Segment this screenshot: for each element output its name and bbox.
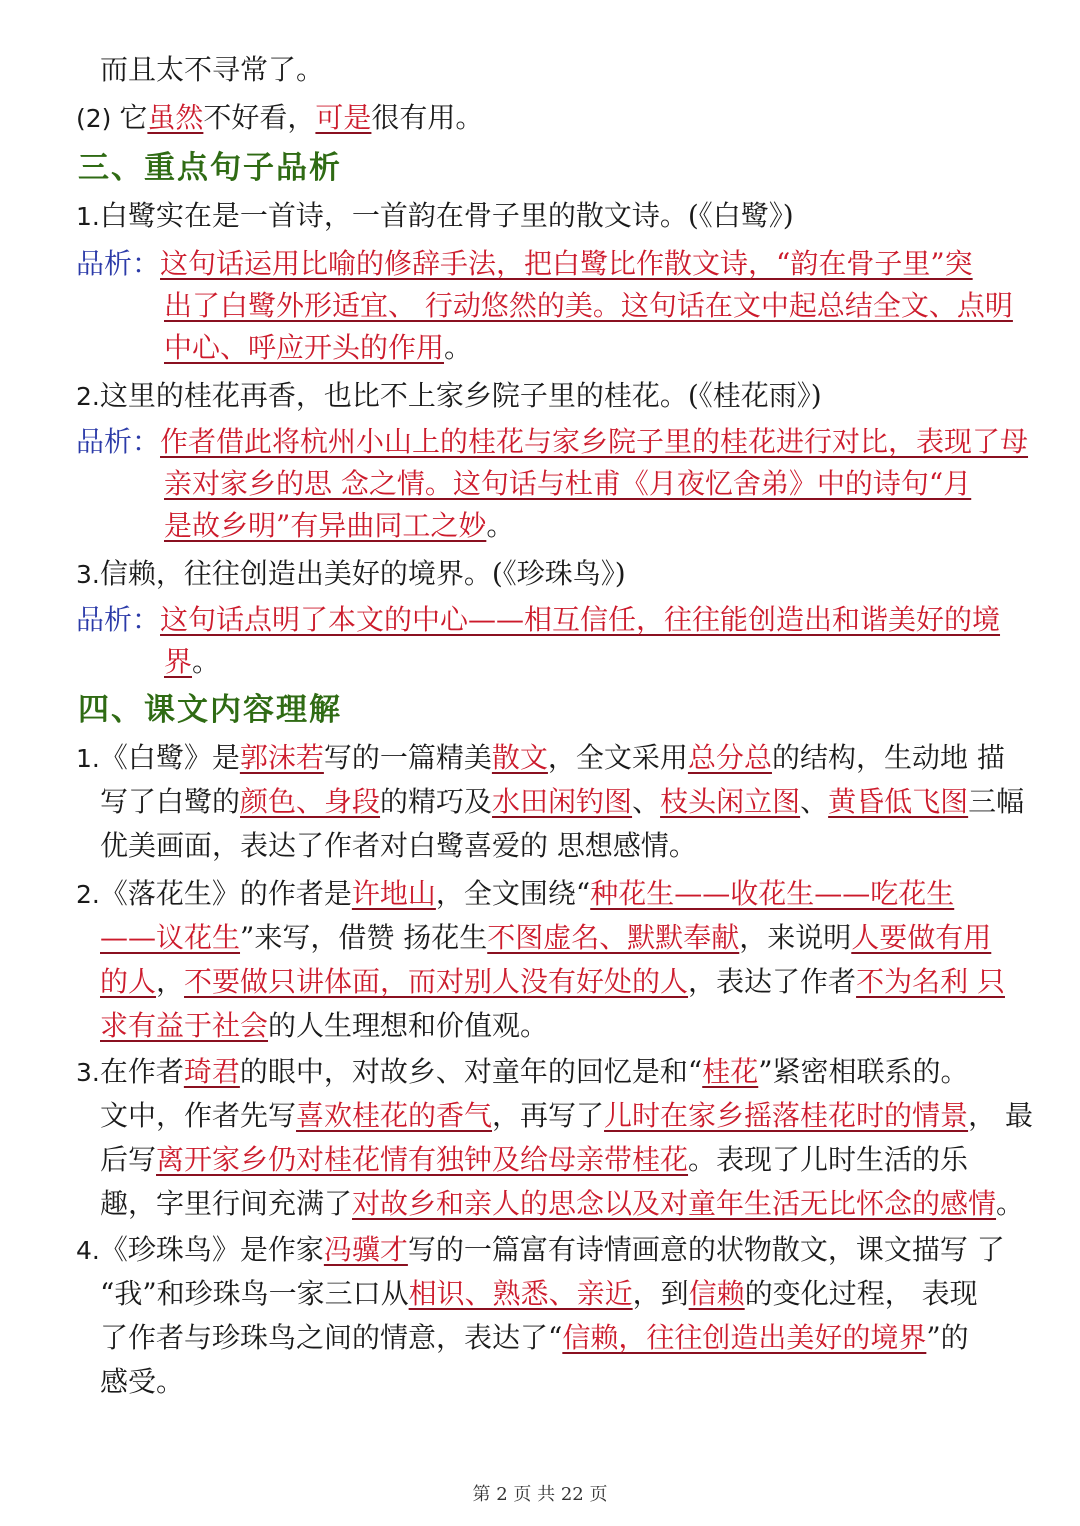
text-segment: ， <box>156 965 185 998</box>
text-segment: 。 <box>486 509 515 542</box>
answer-highlight: 信赖，往往创造出美好的境界 <box>562 1321 927 1354</box>
section-heading: 三、重点句子品析 <box>78 150 342 186</box>
text-segment: 、 <box>800 785 829 818</box>
text-line <box>100 1318 969 1358</box>
text-line <box>164 464 971 504</box>
text-segment: 写的一篇精美 <box>323 741 492 774</box>
text-segment: 信赖，往往创造出美好的境界。(《珍珠鸟》) <box>99 557 626 590</box>
text-segment: 《落花生》的作者是 <box>99 877 352 910</box>
answer-highlight: 不要做只讲体面，而对别人没有好处的人 <box>184 965 689 998</box>
answer-highlight: 出了白鹭外形适宜、 行动悠然的美。这句话在文中起总结全文、点明 <box>164 289 1013 322</box>
text-line <box>100 782 1024 822</box>
text-line <box>76 600 1000 640</box>
text-line <box>76 874 954 915</box>
text-line <box>100 826 697 866</box>
analysis-label: 品析： <box>76 247 161 280</box>
text-line <box>100 1362 184 1402</box>
text-segment: 1. <box>76 744 100 773</box>
text-segment: 这里的桂花再香，也比不上家乡院子里的桂花。(《桂花雨》) <box>99 379 822 412</box>
text-line <box>76 1052 969 1093</box>
text-line <box>76 554 626 595</box>
text-segment: ，来说明 <box>739 921 852 954</box>
text-segment: 2. <box>76 382 100 411</box>
text-segment: 《白鹭》是 <box>99 741 240 774</box>
text-segment: 写的一篇富有诗情画意的状物散文，课文描写 了 <box>407 1233 1005 1266</box>
text-segment: 的结构，生动地 描 <box>771 741 1005 774</box>
answer-highlight: 求有益于社会 <box>100 1009 269 1042</box>
text-line <box>76 376 822 417</box>
text-segment: 。 <box>192 645 221 678</box>
text-segment: “我”和珍珠鸟一家三口从 <box>100 1277 409 1310</box>
text-segment: ，到 <box>632 1277 689 1310</box>
text-line <box>164 286 1013 326</box>
answer-highlight: 不图虚名、默默奉献 <box>487 921 740 954</box>
answer-highlight: 人要做有用 <box>851 921 992 954</box>
text-segment: 感受。 <box>100 1365 185 1398</box>
text-segment: 。表现了儿时生活的乐 <box>688 1143 969 1176</box>
answer-highlight: 黄昏低飞图 <box>828 785 969 818</box>
text-line <box>164 642 220 682</box>
text-segment: 文中，作者先写 <box>100 1099 297 1132</box>
answer-highlight: 中心、呼应开头的作用 <box>164 331 445 364</box>
text-segment: ， 最 <box>968 1099 1033 1132</box>
answer-highlight: 对故乡和亲人的思念以及对童年生活无比怀念的感情 <box>352 1187 997 1220</box>
text-segment: 。 <box>444 331 473 364</box>
answer-highlight: 相识、熟悉、亲近 <box>408 1277 633 1310</box>
text-line <box>100 1140 968 1180</box>
text-segment: 3. <box>76 1058 100 1087</box>
text-line <box>76 422 1028 462</box>
analysis-label: 品析： <box>76 603 161 636</box>
text-segment: ”的 <box>926 1321 969 1354</box>
text-line <box>100 50 324 90</box>
answer-highlight: 儿时在家乡摇落桂花时的情景 <box>604 1099 969 1132</box>
text-segment: 它 <box>119 101 148 134</box>
text-segment: 了作者与珍珠鸟之间的情意，表达了“ <box>100 1321 563 1354</box>
answer-highlight: 离开家乡仍对桂花情有独钟及给母亲带桂花 <box>156 1143 689 1176</box>
answer-highlight: 喜欢桂花的香气 <box>296 1099 493 1132</box>
text-line <box>100 962 1005 1002</box>
answer-highlight: 可是 <box>315 101 372 134</box>
answer-highlight: 枝头闲立图 <box>660 785 801 818</box>
answer-highlight: 水田闲钓图 <box>492 785 633 818</box>
answer-highlight: 这句话运用比喻的修辞手法，把白鹭比作散文诗，“韵在骨子里”突 <box>160 247 973 280</box>
text-segment: 4. <box>76 1236 100 1265</box>
text-segment: 、 <box>632 785 661 818</box>
answer-highlight: 颜色、身段 <box>240 785 381 818</box>
text-line <box>100 1184 1024 1224</box>
text-segment: 不好看， <box>203 101 316 134</box>
answer-highlight: 郭沫若 <box>239 741 324 774</box>
text-segment: ，全文围绕“ <box>435 877 591 910</box>
answer-highlight: 是故乡明”有异曲同工之妙 <box>164 509 487 542</box>
answer-highlight: 信赖 <box>688 1277 745 1310</box>
text-segment: 3. <box>76 560 100 589</box>
text-segment: 。 <box>996 1187 1025 1220</box>
text-line <box>76 1230 1005 1271</box>
text-segment: 而且太不寻常了。 <box>100 53 325 86</box>
answer-highlight: 种花生——收花生——吃花生 <box>590 877 955 910</box>
text-line <box>76 196 794 237</box>
text-line <box>100 918 991 958</box>
answer-highlight: 琦君 <box>183 1055 240 1088</box>
text-line <box>76 244 973 284</box>
text-segment: 写了白鹭的 <box>100 785 241 818</box>
text-segment: 很有用。 <box>371 101 484 134</box>
page-footer: 第 2 页 共 22 页 <box>472 1484 608 1505</box>
text-segment: ”紧密相联系的。 <box>758 1055 969 1088</box>
answer-highlight: 许地山 <box>351 877 436 910</box>
answer-highlight: 这句话点明了本文的中心——相互信任，往往能创造出和谐美好的境 <box>160 603 1001 636</box>
text-segment: ，表达了作者 <box>688 965 857 998</box>
text-segment: 1. <box>76 202 100 231</box>
analysis-label: 品析： <box>76 425 161 458</box>
text-line <box>100 1274 978 1314</box>
text-line <box>76 738 1005 779</box>
answer-highlight: 界 <box>164 645 193 678</box>
answer-highlight: 作者借此将杭州小山上的桂花与家乡院子里的桂花进行对比，表现了母 <box>160 425 1029 458</box>
answer-highlight: 不为名利 只 <box>856 965 1005 998</box>
answer-highlight: 亲对家乡的思 念之情。这句话与杜甫《月夜忆舍弟》中的诗句“月 <box>164 467 972 500</box>
text-segment: ，再写了 <box>492 1099 605 1132</box>
text-segment: 的人生理想和价值观。 <box>268 1009 549 1042</box>
text-segment: (2) <box>76 104 120 133</box>
answer-highlight: 的人 <box>100 965 157 998</box>
answer-highlight: 桂花 <box>702 1055 759 1088</box>
answer-highlight: 虽然 <box>147 101 204 134</box>
text-line <box>100 1006 548 1046</box>
text-segment: ”来写，借赞 扬花生 <box>240 921 488 954</box>
text-segment: 优美画面，表达了作者对白鹭喜爱的 思想感情。 <box>100 829 697 862</box>
text-line <box>164 506 514 546</box>
text-segment: 后写 <box>100 1143 157 1176</box>
text-line <box>76 98 483 139</box>
text-segment: 《珍珠鸟》是作家 <box>99 1233 324 1266</box>
text-segment: 的眼中，对故乡、对童年的回忆是和“ <box>239 1055 703 1088</box>
text-segment: 白鹭实在是一首诗，一首韵在骨子里的散文诗。(《白鹭》) <box>99 199 794 232</box>
text-segment: 的变化过程， 表现 <box>744 1277 978 1310</box>
answer-highlight: 总分总 <box>687 741 772 774</box>
text-segment: ，全文采用 <box>547 741 688 774</box>
text-segment: 2. <box>76 880 100 909</box>
text-segment: 趣，字里行间充满了 <box>100 1187 353 1220</box>
answer-highlight: 散文 <box>491 741 548 774</box>
answer-highlight: 冯骥才 <box>323 1233 408 1266</box>
text-segment: 三幅 <box>968 785 1025 818</box>
section-heading: 四、课文内容理解 <box>78 692 342 728</box>
text-segment: 的精巧及 <box>380 785 493 818</box>
answer-highlight: ——议花生 <box>100 921 241 954</box>
text-segment: 在作者 <box>99 1055 184 1088</box>
text-line <box>164 328 472 368</box>
text-line <box>100 1096 1033 1136</box>
